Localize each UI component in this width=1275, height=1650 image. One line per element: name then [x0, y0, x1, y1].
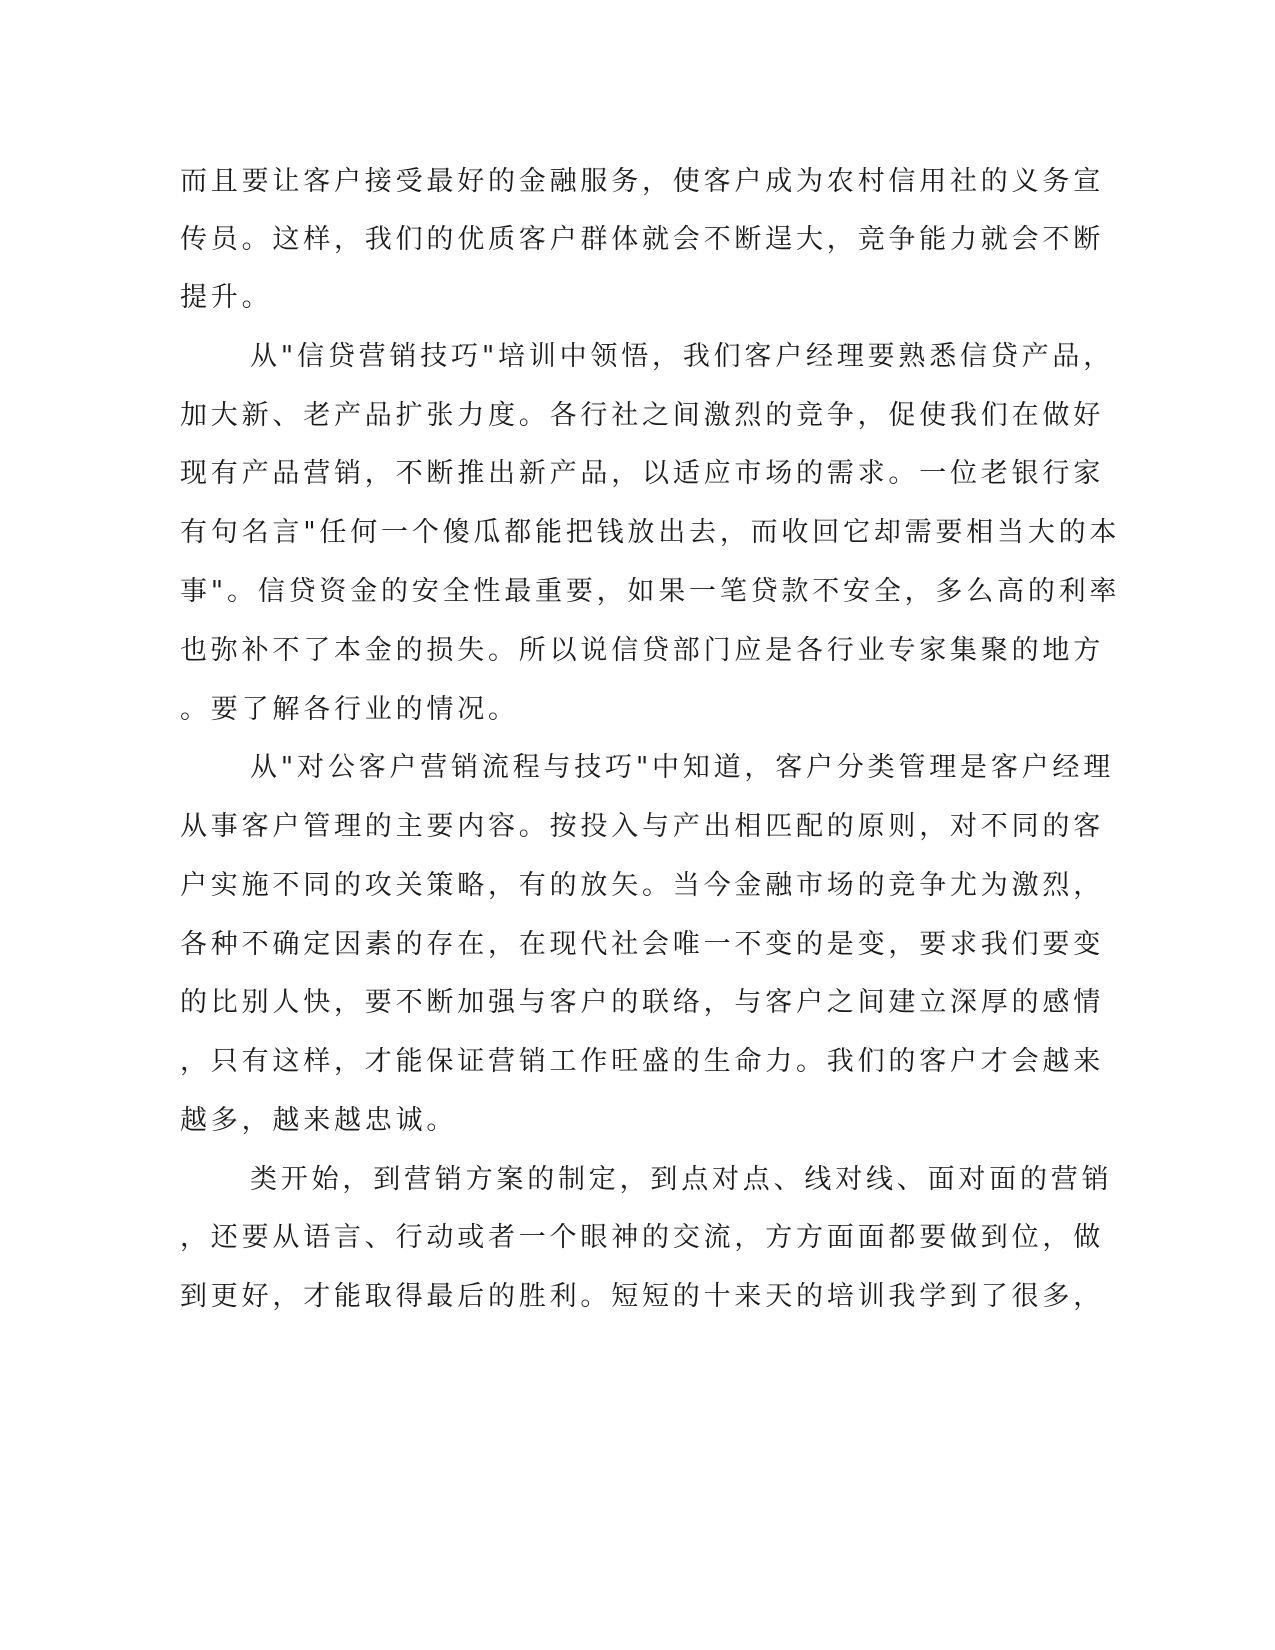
- paragraph-first-line: 类开始，到营销方案的制定，到点对点、线对线、面对面的营销: [250, 1164, 1113, 1195]
- text-line: 事"。信贷资金的安全性最重要，如果一笔贷款不安全，多么高的利率: [180, 576, 1121, 607]
- text-line: 也弥补不了本金的损失。所以说信贷部门应是各行业专家集聚的地方: [180, 635, 1104, 666]
- text-line: 传员。这样，我们的优质客户群体就会不断逞大，竞争能力就会不断: [180, 224, 1104, 255]
- text-line: 越多，越来越忠诚。: [180, 1105, 458, 1136]
- text-line: ，只有这样，才能保证营销工作旺盛的生命力。我们的客户才会越来: [180, 1046, 1104, 1077]
- text-line: 到更好，才能取得最后的胜利。短短的十来天的培训我学到了很多，: [180, 1281, 1104, 1312]
- text-line: 提升。: [180, 282, 273, 313]
- text-line: 各种不确定因素的存在，在现代社会唯一不变的是变，要求我们要变: [180, 929, 1104, 960]
- text-line: 的比别人快，要不断加强与客户的联络，与客户之间建立深厚的感情: [180, 987, 1104, 1018]
- text-line: 。要了解各行业的情况。: [180, 694, 519, 725]
- text-line: ，还要从语言、行动或者一个眼神的交流，方方面面都要做到位，做: [180, 1222, 1104, 1253]
- text-line: 而且要让客户接受最好的金融服务，使客户成为农村信用社的义务宣: [180, 166, 1104, 197]
- text-line: 现有产品营销，不断推出新产品，以适应市场的需求。一位老银行家: [180, 458, 1104, 489]
- paragraph-first-line: 从"信贷营销技巧"培训中领悟，我们客户经理要熟悉信贷产品，: [250, 341, 1115, 372]
- paragraph-first-line: 从"对公客户营销流程与技巧"中知道，客户分类管理是客户经理: [250, 752, 1115, 783]
- text-line: 加大新、老产品扩张力度。各行社之间激烈的竞争，促使我们在做好: [180, 400, 1104, 431]
- text-line: 户实施不同的攻关策略，有的放矢。当今金融市场的竞争尤为激烈，: [180, 870, 1104, 901]
- text-line: 有句名言"任何一个傻瓜都能把钱放出去，而收回它却需要相当大的本: [180, 517, 1121, 548]
- text-line: 从事客户管理的主要内容。按投入与产出相匹配的原则，对不同的客: [180, 811, 1104, 842]
